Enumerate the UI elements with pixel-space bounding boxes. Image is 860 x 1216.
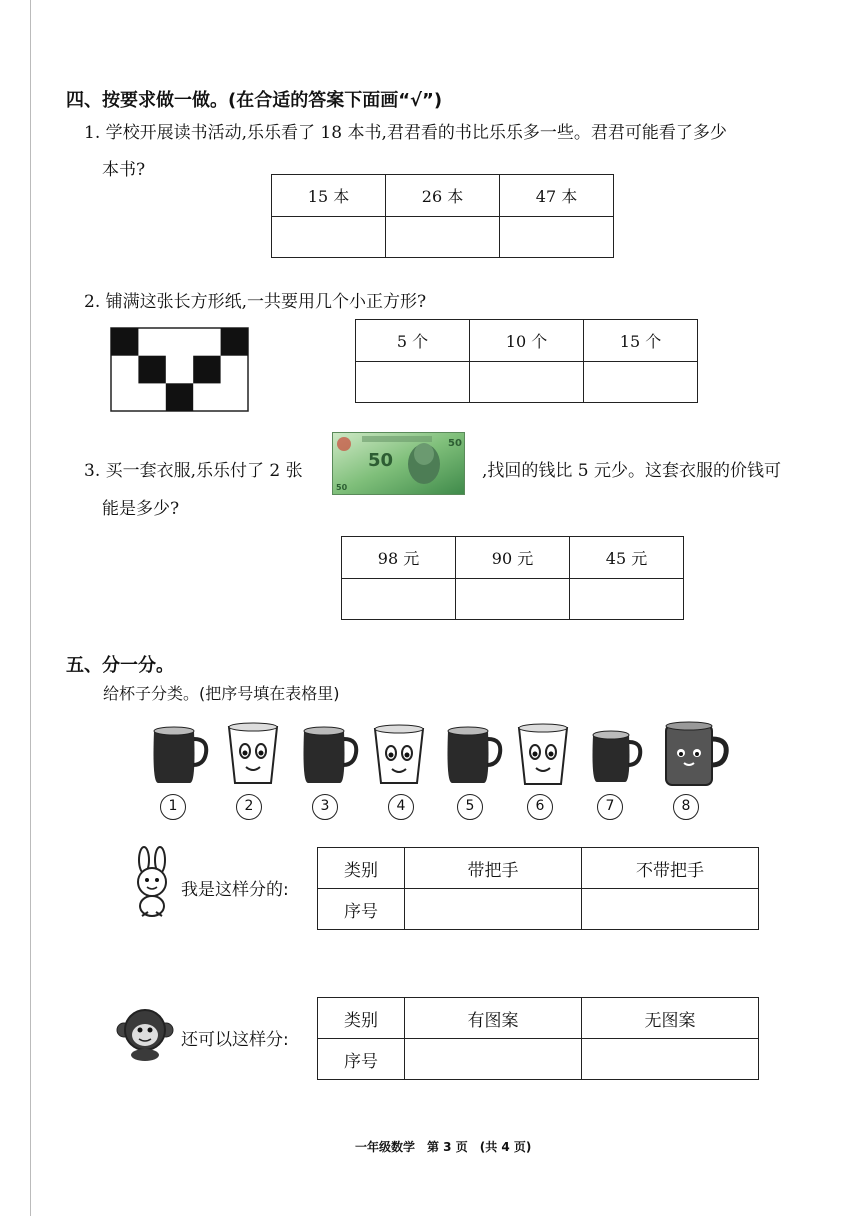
question-1-answer-table bbox=[271, 174, 614, 258]
classification-table-1 bbox=[317, 847, 759, 930]
cup-3-dark-handle-icon bbox=[298, 723, 360, 787]
q2-answer-cell-1[interactable] bbox=[356, 362, 470, 403]
table-1-header-with-handle: 带把手 bbox=[405, 848, 582, 889]
section-5-instruction: 给杯子分类。(把序号填在表格里) bbox=[103, 684, 340, 703]
question-2-answer-table bbox=[355, 319, 698, 403]
cup-2-face-no-handle-icon bbox=[226, 721, 280, 787]
svg-text:50: 50 bbox=[368, 450, 394, 471]
q2-option-1: 5 个 bbox=[356, 320, 470, 362]
q3-option-3: 45 元 bbox=[570, 537, 684, 579]
cup-number-5: 5 bbox=[457, 794, 483, 820]
table-1-answer-without-handle[interactable] bbox=[582, 889, 759, 930]
q3-answer-cell-2[interactable] bbox=[456, 579, 570, 620]
q3-option-1: 98 元 bbox=[342, 537, 456, 579]
q1-option-1: 15 本 bbox=[272, 175, 386, 217]
page-footer: 一年级数学 第 3 页 (共 4 页) bbox=[355, 1140, 532, 1154]
question-3-answer-table bbox=[341, 536, 684, 620]
q1-option-3: 47 本 bbox=[500, 175, 614, 217]
question-3-line1-part1: 3. 买一套衣服,乐乐付了 2 张 bbox=[84, 461, 303, 481]
question-1-line1: 1. 学校开展读书活动,乐乐看了 18 本书,君君看的书比乐乐多一些。君君可能看了多少 bbox=[84, 123, 727, 143]
rectangle-grid-figure bbox=[110, 327, 250, 413]
q2-option-2: 10 个 bbox=[470, 320, 584, 362]
q3-answer-cell-3[interactable] bbox=[570, 579, 684, 620]
page-margin-line bbox=[30, 0, 31, 1216]
classification-table-2 bbox=[317, 997, 759, 1080]
table-2-header-with-pattern: 有图案 bbox=[405, 998, 582, 1039]
cup-7-dark-handle-icon bbox=[588, 728, 644, 786]
cup-1-dark-handle-icon bbox=[148, 723, 210, 787]
cup-6-face-no-handle-icon bbox=[516, 722, 570, 788]
q3-option-2: 90 元 bbox=[456, 537, 570, 579]
cup-number-7: 7 bbox=[597, 794, 623, 820]
table-2-lead-text: 还可以这样分: bbox=[181, 1030, 289, 1050]
table-2-header-without-pattern: 无图案 bbox=[582, 998, 759, 1039]
table-1-row-label: 序号 bbox=[318, 889, 405, 930]
table-1-lead-text: 我是这样分的: bbox=[181, 880, 289, 900]
section-5-title: 五、分一分。 bbox=[66, 655, 174, 676]
cup-number-6: 6 bbox=[527, 794, 553, 820]
q2-answer-cell-2[interactable] bbox=[470, 362, 584, 403]
table-1-header-category: 类别 bbox=[318, 848, 405, 889]
svg-text:50: 50 bbox=[448, 438, 462, 449]
banknote-50-icon bbox=[332, 432, 465, 495]
table-2-row-label: 序号 bbox=[318, 1039, 405, 1080]
q2-answer-cell-3[interactable] bbox=[584, 362, 698, 403]
rabbit-icon bbox=[128, 846, 176, 918]
q1-answer-cell-1[interactable] bbox=[272, 217, 386, 258]
cup-number-2: 2 bbox=[236, 794, 262, 820]
cup-number-4: 4 bbox=[388, 794, 414, 820]
cup-number-8: 8 bbox=[673, 794, 699, 820]
section-4-title: 四、按要求做一做。(在合适的答案下面画“√”) bbox=[66, 90, 443, 111]
cup-4-face-no-handle-icon bbox=[372, 723, 426, 787]
cup-number-1: 1 bbox=[160, 794, 186, 820]
q3-answer-cell-1[interactable] bbox=[342, 579, 456, 620]
monkey-icon bbox=[116, 1006, 174, 1062]
question-3-line2: 能是多少? bbox=[102, 499, 180, 519]
table-1-answer-with-handle[interactable] bbox=[405, 889, 582, 930]
q1-option-2: 26 本 bbox=[386, 175, 500, 217]
question-2-line1: 2. 铺满这张长方形纸,一共要用几个小正方形? bbox=[84, 292, 427, 312]
table-2-header-category: 类别 bbox=[318, 998, 405, 1039]
q1-answer-cell-3[interactable] bbox=[500, 217, 614, 258]
svg-text:50: 50 bbox=[336, 483, 348, 492]
cup-number-3: 3 bbox=[312, 794, 338, 820]
table-2-answer-with-pattern[interactable] bbox=[405, 1039, 582, 1080]
cup-5-dark-handle-icon bbox=[442, 723, 504, 787]
question-1-line2: 本书? bbox=[102, 160, 146, 180]
table-2-answer-without-pattern[interactable] bbox=[582, 1039, 759, 1080]
q1-answer-cell-2[interactable] bbox=[386, 217, 500, 258]
table-1-header-without-handle: 不带把手 bbox=[582, 848, 759, 889]
q2-option-3: 15 个 bbox=[584, 320, 698, 362]
question-3-line1-part2: ,找回的钱比 5 元少。这套衣服的价钱可 bbox=[482, 461, 782, 481]
cup-8-face-handle-icon bbox=[660, 719, 730, 789]
